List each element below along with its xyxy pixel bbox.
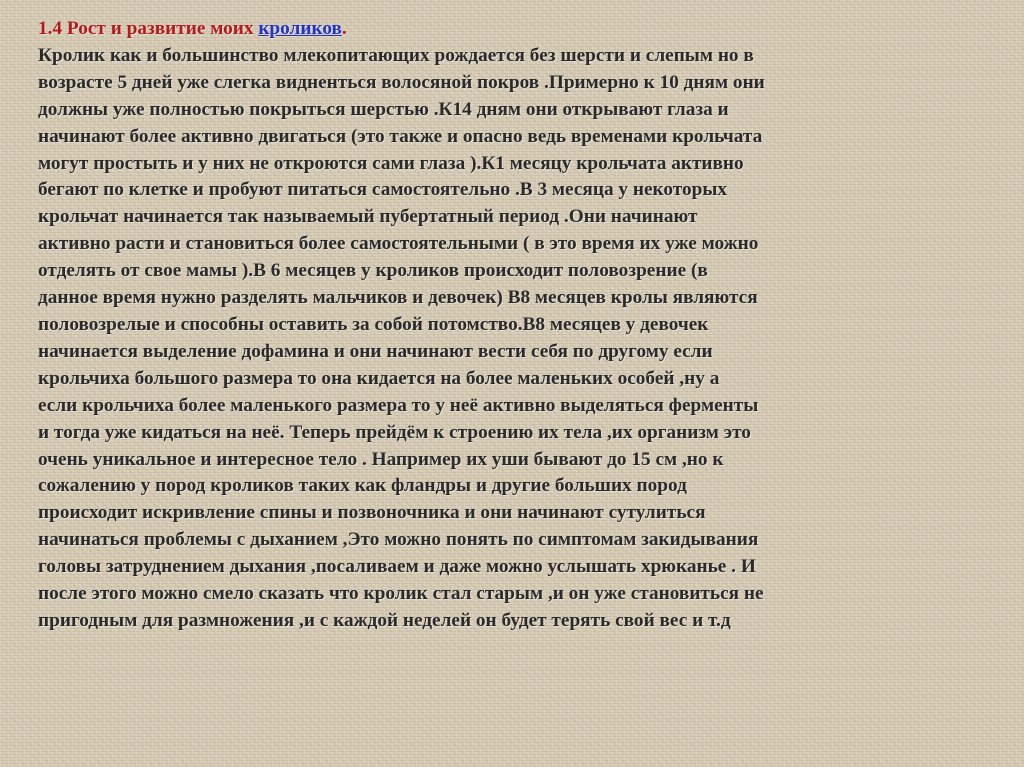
body-line: начинается выделение дофамина и они начинают вести себя по другому если [38,340,713,362]
body-line: крольчат начинается так называемый пубертатный период .Они начинают [38,206,698,228]
body-line: начинают более активно двигаться (это также и опасно ведь временами крольчата [38,125,763,147]
body-line: начинаться проблемы с дыханием ,Это можно понять по симптомам закидывания [38,529,759,551]
body-line: бегают по клетке и пробуют питаться самостоятельно .В 3 месяца у некоторых [38,179,728,201]
body-line: возрасте 5 дней уже слегка видненться волосяной покров .Примерно к 10 дням они [38,71,765,93]
body-line: сожалению у пород кроликов таких как фландры и другие больших пород [38,475,687,497]
title-link-rabbits[interactable]: кроликов [258,18,342,39]
body-line: могут простыть и у них не откроются сами глаза ).К1 месяцу крольчата активно [38,152,744,174]
body-line: и тогда уже кидаться на неё. Теперь прейдём к строению их тела ,их организм это [38,421,751,443]
body-line: очень уникальное и интересное тело . Например их уши бывают до 15 см ,но к [38,448,724,470]
body-line: пригодным для размножения ,и с каждой неделей он будет терять свой вес и т.д [38,609,731,631]
slide-content [38,16,1008,635]
slide-title [38,16,1008,43]
body-line: отделять от свое мамы ).В 6 месяцев у кроликов происходит половозрение (в [38,260,708,282]
body-line: крольчиха большого размера то она кидается на более маленьких особей ,ну а [38,367,720,389]
body-line: головы затруднением дыхания ,посаливаем и даже можно услышать хрюканье . И [38,556,756,578]
title-suffix: . [341,18,347,39]
body-line: должны уже полностью покрыться шерстью .К14 дням они открывают глаза и [38,98,729,120]
body-line: происходит искривление спины и позвоночника и они начинают сутулиться [38,502,706,524]
body-line: активно расти и становиться более самостоятельными ( в это время их уже можно [38,233,759,255]
body-line: если крольчиха более маленького размера то у неё активно выделяться ферменты [38,394,759,416]
body-line: половозрелые и способны оставить за собой потомство.В8 месяцев у девочек [38,313,709,335]
body-line: после этого можно смело сказать что кролик стал старым ,и он уже становиться не [38,583,764,605]
title-prefix: 1.4 Рост и развитие моих [38,18,259,39]
body-line: данное время нужно разделять мальчиков и девочек) В8 месяцев кролы являются [38,287,758,309]
body-line: Кролик как и большинство млекопитающих рождается без шерсти и слепым но в [38,44,754,66]
